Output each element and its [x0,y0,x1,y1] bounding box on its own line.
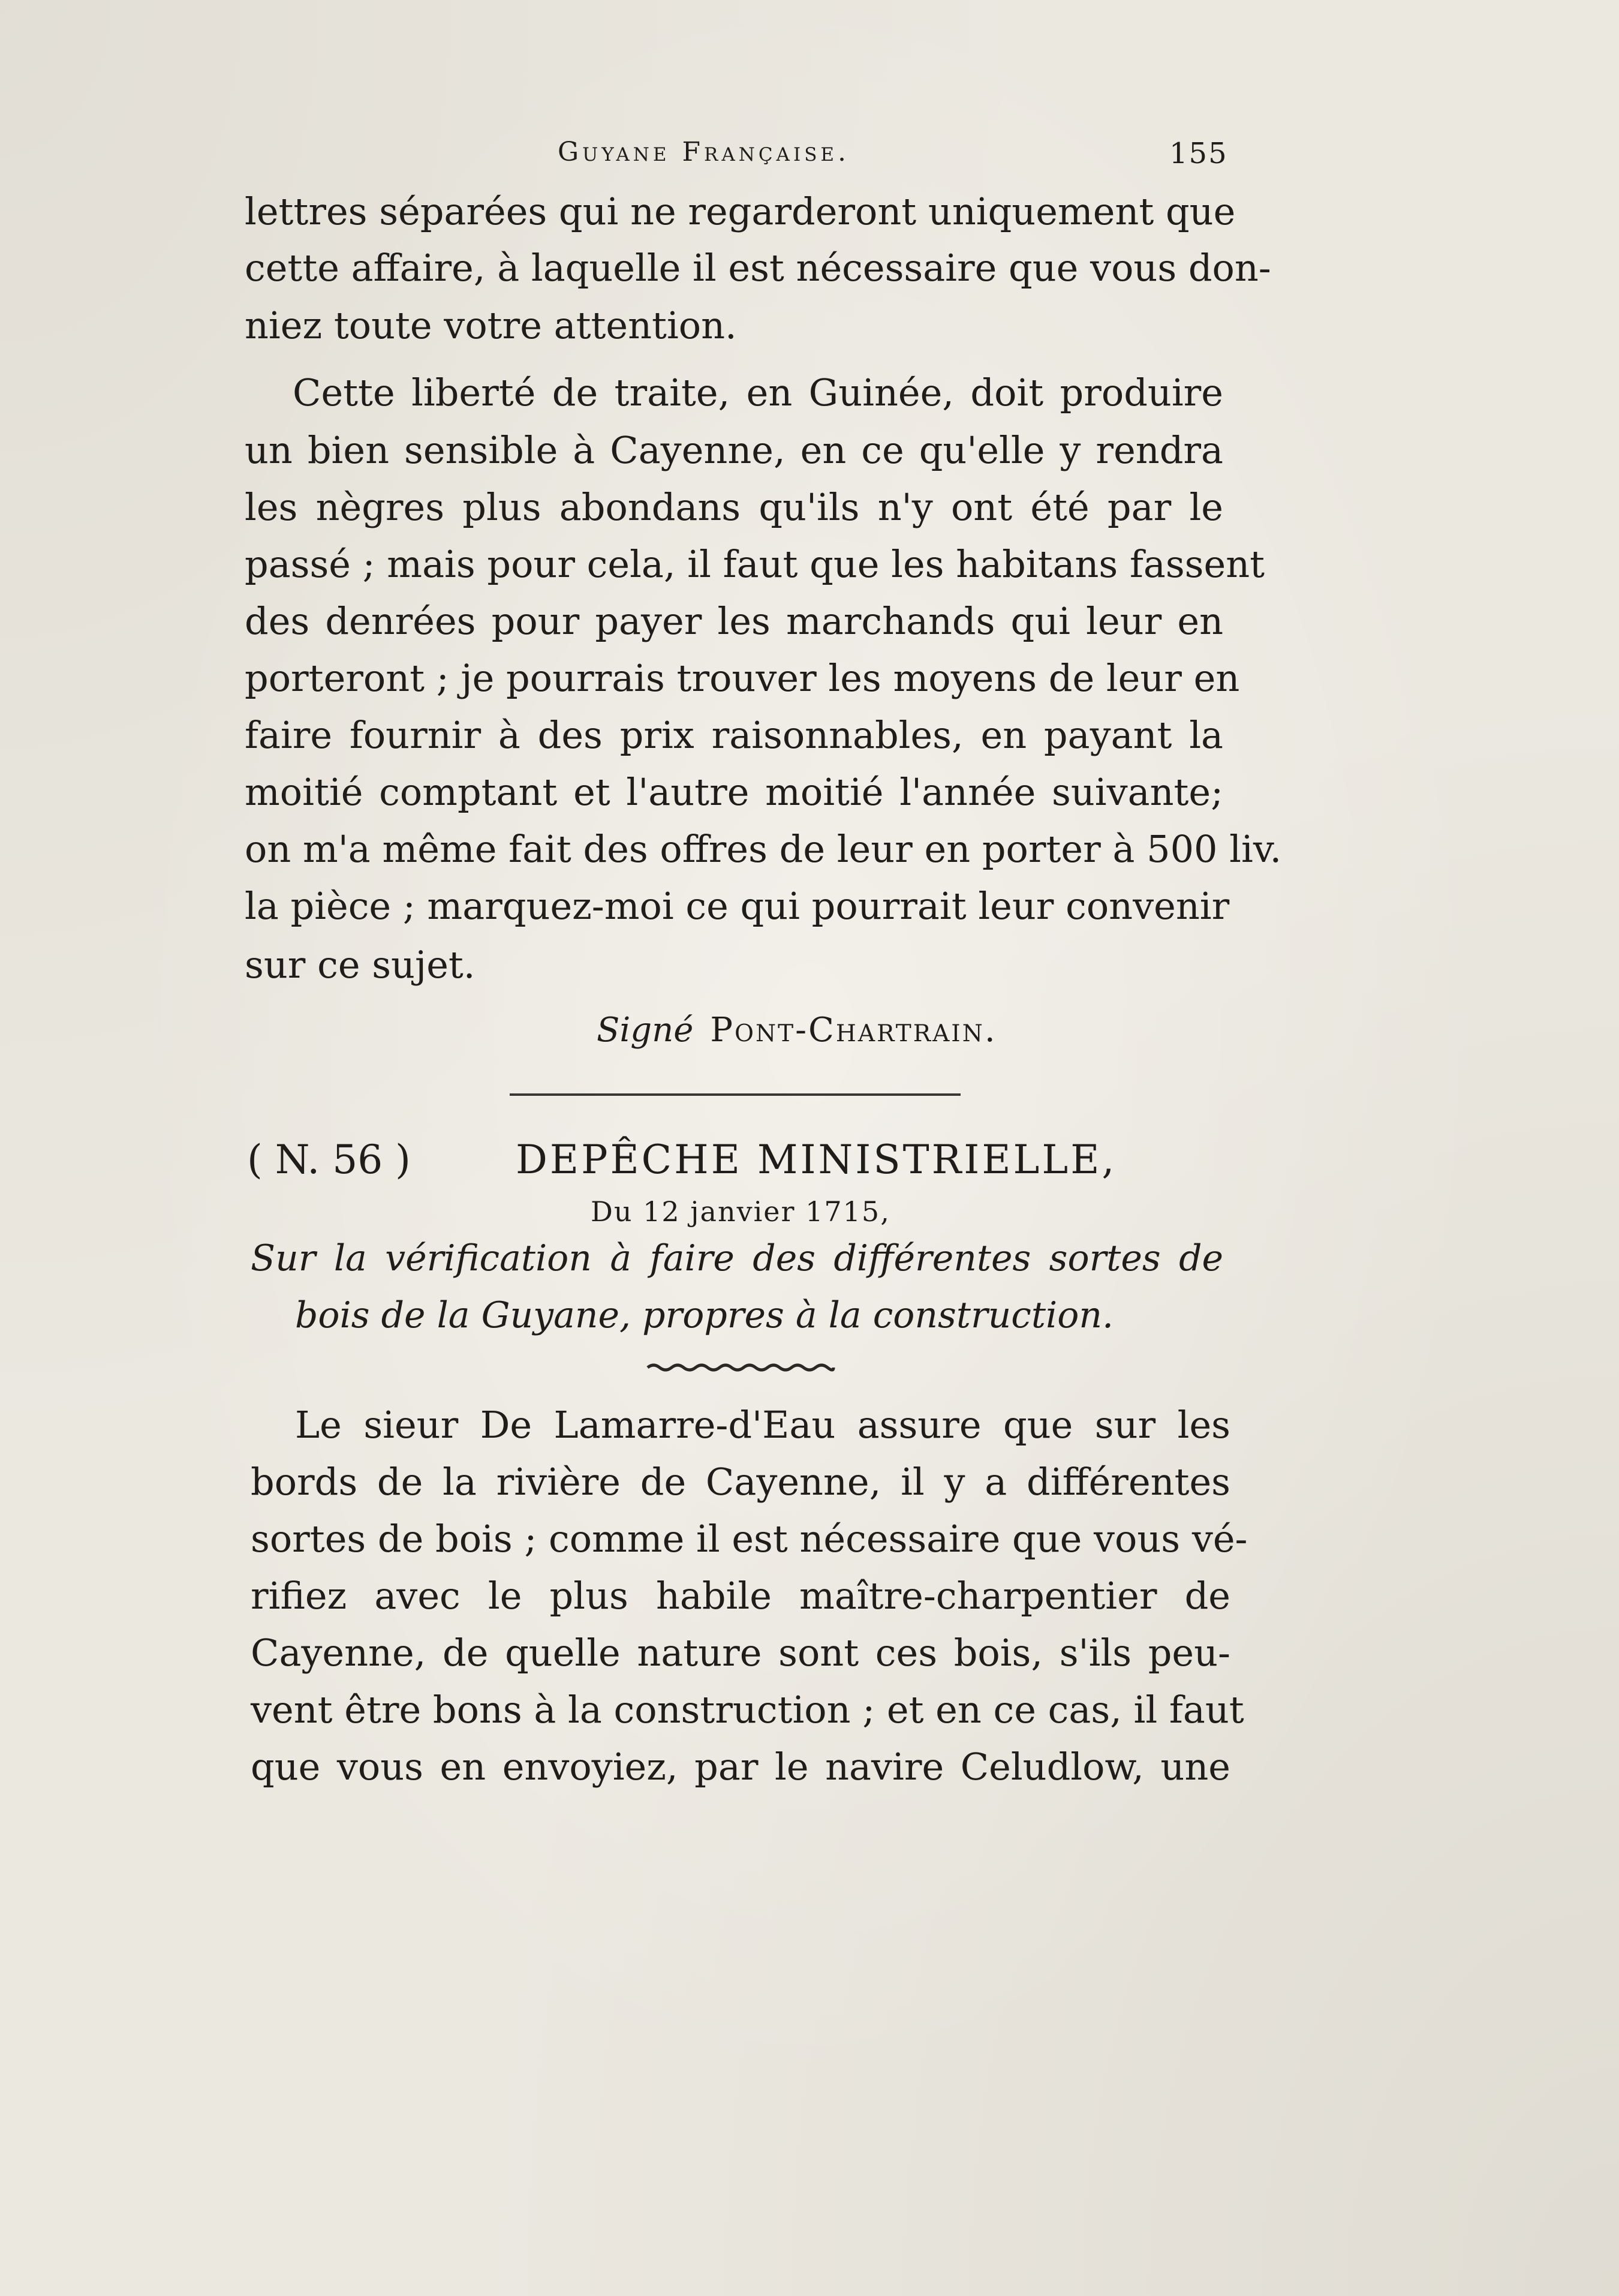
body-line: Cayenne, de quelle nature sont ces bois, s'ils peu- [251,1631,1230,1675]
document-title: DEPÊCHE MINISTRIELLE, [516,1137,1117,1183]
body-line: sur ce sujet. [245,943,476,987]
document-date: Du 12 janvier 1715, [591,1195,890,1228]
document-subject-line: bois de la Guyane, propres à la construction. [295,1294,1114,1336]
body-line: on m'a même fait des offres de leur en porter à 500 liv. [245,827,1282,871]
body-line: vent être bons à la construction ; et en ce cas, il faut [251,1688,1244,1732]
body-line: sortes de bois ; comme il est nécessaire que vous vé- [251,1517,1248,1561]
document-number: ( N. 56 ) [247,1137,411,1183]
body-line: bords de la rivière de Cayenne, il y a différentes [251,1460,1230,1504]
page-number: 155 [1169,137,1228,170]
running-header-title: Guyane Française. [558,137,850,167]
signature [597,1011,997,1050]
document-subject-line: Sur la vérification à faire des différentes sortes de [251,1237,1223,1279]
body-line: les nègres plus abondans qu'ils n'y ont été par le [245,485,1223,529]
body-line: rifiez avec le plus habile maître-charpentier de [251,1574,1230,1618]
section-divider [510,1093,961,1096]
body-line: Cette liberté de traite, en Guinée, doit produire [293,371,1223,414]
body-line: faire fournir à des prix raisonnables, en payant la [245,713,1223,757]
body-line: la pièce ; marquez-moi ce qui pourrait leur convenir [245,884,1230,928]
body-line: passé ; mais pour cela, il faut que les habitans fassent [245,542,1265,586]
body-line: Le sieur De Lamarre-d'Eau assure que sur les [295,1403,1230,1447]
body-line: moitié comptant et l'autre moitié l'année suivante; [245,770,1223,814]
body-line: lettres séparées qui ne regarderont uniquement que [245,190,1236,233]
body-line: niez toute votre attention. [245,303,737,347]
signature-name: Pont-Chartrain. [710,1011,997,1050]
body-line: un bien sensible à Cayenne, en ce qu'elle y rendra [245,428,1223,472]
body-line: porteront ; je pourrais trouver les moyens de leur en [245,656,1240,700]
body-line: des denrées pour payer les marchands qui leur en [245,599,1223,643]
body-line: cette affaire, à laquelle il est nécessaire que vous don- [245,246,1271,290]
body-line: que vous en envoyiez, par le navire Celudlow, une [251,1745,1230,1789]
wavy-divider [646,1362,835,1374]
signature-signed: Signé [597,1011,694,1050]
